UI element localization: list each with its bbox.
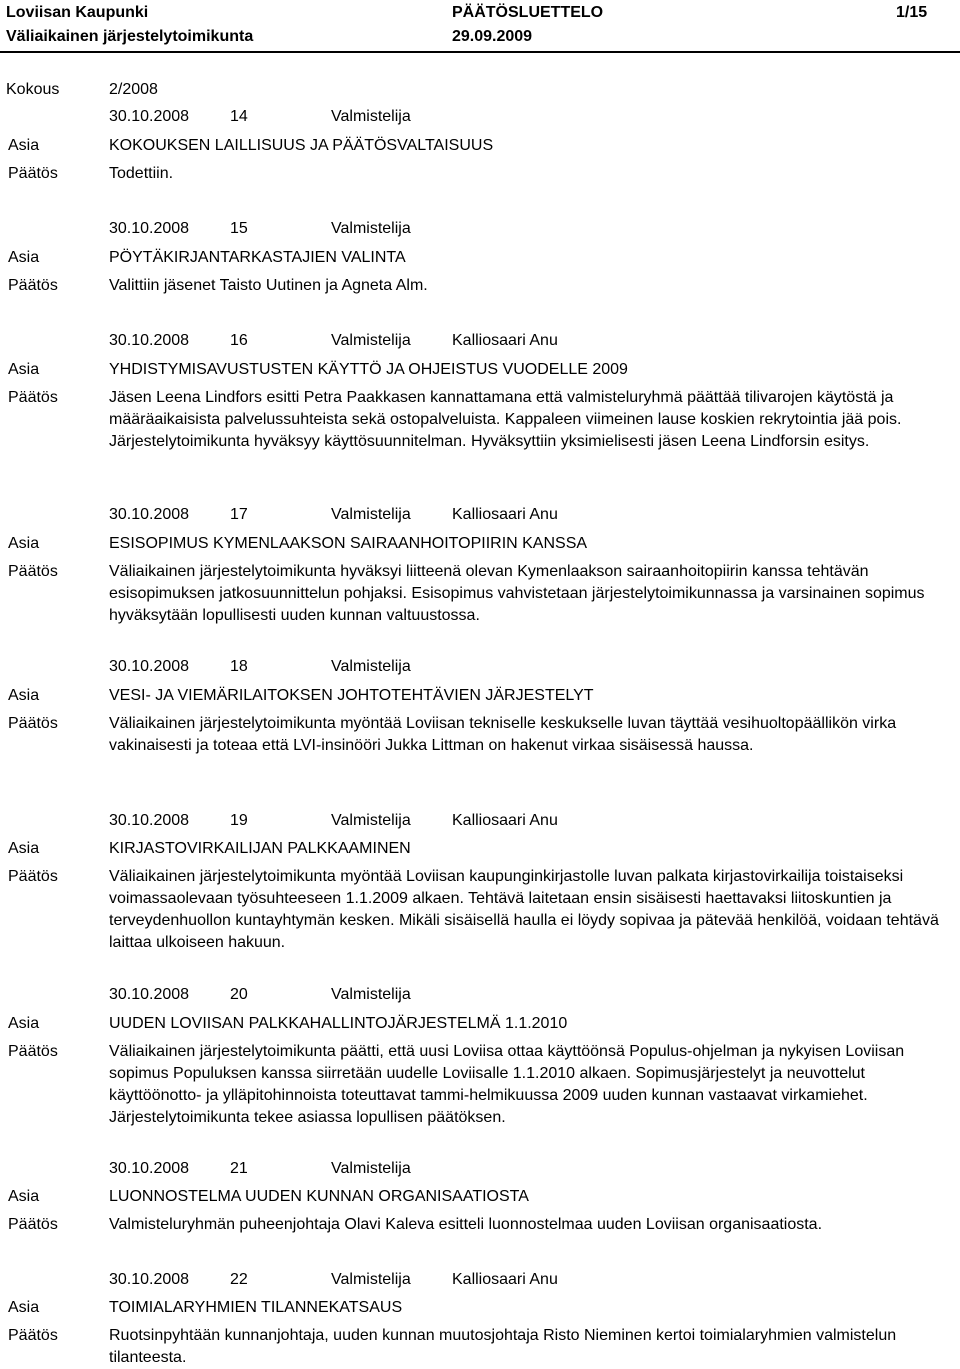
subject-label: Asia: [8, 361, 40, 378]
item-subject: YHDISTYMISAVUSTUSTEN KÄYTTÖ JA OHJEISTUS VUODELLE 2009: [109, 361, 628, 378]
item-subject: KIRJASTOVIRKAILIJAN PALKKAAMINEN: [109, 840, 411, 857]
subject-label: Asia: [8, 840, 40, 857]
preparer-label: Valmistelija: [331, 108, 411, 125]
item-subject: LUONNOSTELMA UUDEN KUNNAN ORGANISAATIOSTA: [109, 1188, 529, 1205]
subject-label: Asia: [8, 687, 40, 704]
preparer-label: Valmistelija: [331, 658, 411, 675]
item-decision: Väliaikainen järjestelytoimikunta myöntää Loviisan tekniselle keskukselle luvan täyttää vesihuoltopäällikön virka vakinaisesti ja toteaa että LVI-insinööri Jukka Littman on hakenut virkaa sisäisessä haussa.: [109, 715, 897, 754]
preparer-label: Valmistelija: [331, 1271, 411, 1288]
preparer-label: Valmistelija: [331, 812, 411, 829]
preparer-name: Kalliosaari Anu: [452, 506, 558, 523]
preparer-label: Valmistelija: [331, 986, 411, 1003]
decision-label: Päätös: [8, 165, 58, 182]
item-decision: Jäsen Leena Lindfors esitti Petra Paakkasen kannattamana että valmisteluryhmä päättää tilivarojen käytöstä ja määräaikaisista palvelussuhteista sekä ostopalveluista. Kappaleen viimeinen lause koskien rekrytointia jää pois. Järjestelytoimikunta hyväksyy käyttösuunnitelman. Hyväksyttiin yksimielisesti jäsen Leena Lindforsin esitys.: [109, 389, 902, 450]
item-number: 21: [230, 1160, 248, 1177]
item-date: 30.10.2008: [109, 1271, 190, 1288]
item-subject: KOKOUKSEN LAILLISUUS JA PÄÄTÖSVALTAISUUS: [109, 137, 494, 154]
item-subject: UUDEN LOVIISAN PALKKAHALLINTOJÄRJESTELMÄ 1.1.2010: [109, 1015, 568, 1032]
decision-label: Päätös: [8, 1327, 58, 1344]
item-number: 22: [230, 1271, 248, 1288]
preparer-label: Valmistelija: [331, 506, 411, 523]
subject-label: Asia: [8, 1015, 40, 1032]
item-date: 30.10.2008: [109, 986, 190, 1003]
item-decision: Ruotsinpyhtään kunnanjohtaja, uuden kunnan muutosjohtaja Risto Nieminen kertoi toimialaryhmien valmistelun tilanteesta.: [109, 1327, 897, 1366]
org-name: Loviisan Kaupunki: [6, 4, 149, 21]
decision-label: Päätös: [8, 1216, 58, 1233]
item-decision: Väliaikainen järjestelytoimikunta päätti, että uusi Loviisa ottaa käyttöönsä Populus-ohjelman ja nykyisen Loviisan sopimus Populuksen kanssa siirretään uudelle Loviisalle 1.1.2010 alkaen. Sopimusjärjestelyt ja neuvottelut käyttöönotto- ja ylläpitohinnoista toteuttavat tammi-helmikuussa 2009 uuden kunnan vastaavat virkamiehet. Järjestelytoimikunta tekee asiassa lopullisen päätöksen.: [109, 1043, 905, 1126]
item-subject: TOIMIALARYHMIEN TILANNEKATSAUS: [109, 1299, 403, 1316]
item-date: 30.10.2008: [109, 220, 190, 237]
subject-label: Asia: [8, 1299, 40, 1316]
item-date: 30.10.2008: [109, 1160, 190, 1177]
preparer-name: Kalliosaari Anu: [452, 332, 558, 349]
item-date: 30.10.2008: [109, 658, 190, 675]
meeting-number: 2/2008: [109, 81, 158, 98]
header-divider: [0, 51, 960, 53]
item-number: 19: [230, 812, 248, 829]
item-number: 20: [230, 986, 248, 1003]
item-date: 30.10.2008: [109, 506, 190, 523]
preparer-label: Valmistelija: [331, 332, 411, 349]
subject-label: Asia: [8, 249, 40, 266]
item-number: 16: [230, 332, 248, 349]
item-number: 17: [230, 506, 248, 523]
item-date: 30.10.2008: [109, 812, 190, 829]
decision-label: Päätös: [8, 563, 58, 580]
header-date: 29.09.2009: [452, 28, 533, 45]
item-number: 14: [230, 108, 248, 125]
decision-label: Päätös: [8, 277, 58, 294]
item-subject: ESISOPIMUS KYMENLAAKSON SAIRAANHOITOPIIRIN KANSSA: [109, 535, 588, 552]
item-decision: Todettiin.: [109, 165, 174, 182]
decision-label: Päätös: [8, 389, 58, 406]
meeting-label: Kokous: [6, 81, 60, 98]
document-title: PÄÄTÖSLUETTELO: [452, 4, 604, 21]
page-number: 1/15: [896, 4, 928, 21]
preparer-name: Kalliosaari Anu: [452, 812, 558, 829]
preparer-name: Kalliosaari Anu: [452, 1271, 558, 1288]
item-number: 18: [230, 658, 248, 675]
decision-label: Päätös: [8, 868, 58, 885]
subject-label: Asia: [8, 137, 40, 154]
body-name: Väliaikainen järjestelytoimikunta: [6, 28, 254, 45]
item-subject: VESI- JA VIEMÄRILAITOKSEN JOHTOTEHTÄVIEN JÄRJESTELYT: [109, 687, 594, 704]
decision-label: Päätös: [8, 715, 58, 732]
decision-label: Päätös: [8, 1043, 58, 1060]
item-decision: Väliaikainen järjestelytoimikunta myöntää Loviisan kaupunginkirjastolle luvan palkata kirjastovirkailija toistaiseksi voimassaolevaan työsuhteeseen 1.1.2009 alkaen. Tehtävä laitetaan ensin sisäisesti haettavaksi liitoskuntien ja terveydenhuollon kuntayhtymän kesken. Mikäli sisäisellä haulla ei löydy sopivaa ja pätevää henkilöä, voidaan tehtävä laittaa ulkoiseen hakuun.: [109, 868, 939, 951]
subject-label: Asia: [8, 535, 40, 552]
item-date: 30.10.2008: [109, 108, 190, 125]
item-decision: Valmisteluryhmän puheenjohtaja Olavi Kaleva esitteli luonnostelmaa uuden Loviisan organisaatiosta.: [109, 1216, 823, 1233]
subject-label: Asia: [8, 1188, 40, 1205]
item-date: 30.10.2008: [109, 332, 190, 349]
item-decision: Valittiin jäsenet Taisto Uutinen ja Agneta Alm.: [109, 277, 428, 294]
item-subject: PÖYTÄKIRJANTARKASTAJIEN VALINTA: [109, 249, 406, 266]
item-decision: Väliaikainen järjestelytoimikunta hyväksyi liitteenä olevan Kymenlaakson sairaanhoitopiirin kanssa tehtävän esisopimuksen jatkosuunnittelun pohjaksi. Esisopimus vahvistetaan järjestelytoimikunnassa ja varsinainen sopimus hyväksytään lopullisesti uuden kunnan valtuustossa.: [109, 563, 925, 624]
preparer-label: Valmistelija: [331, 1160, 411, 1177]
item-number: 15: [230, 220, 248, 237]
preparer-label: Valmistelija: [331, 220, 411, 237]
